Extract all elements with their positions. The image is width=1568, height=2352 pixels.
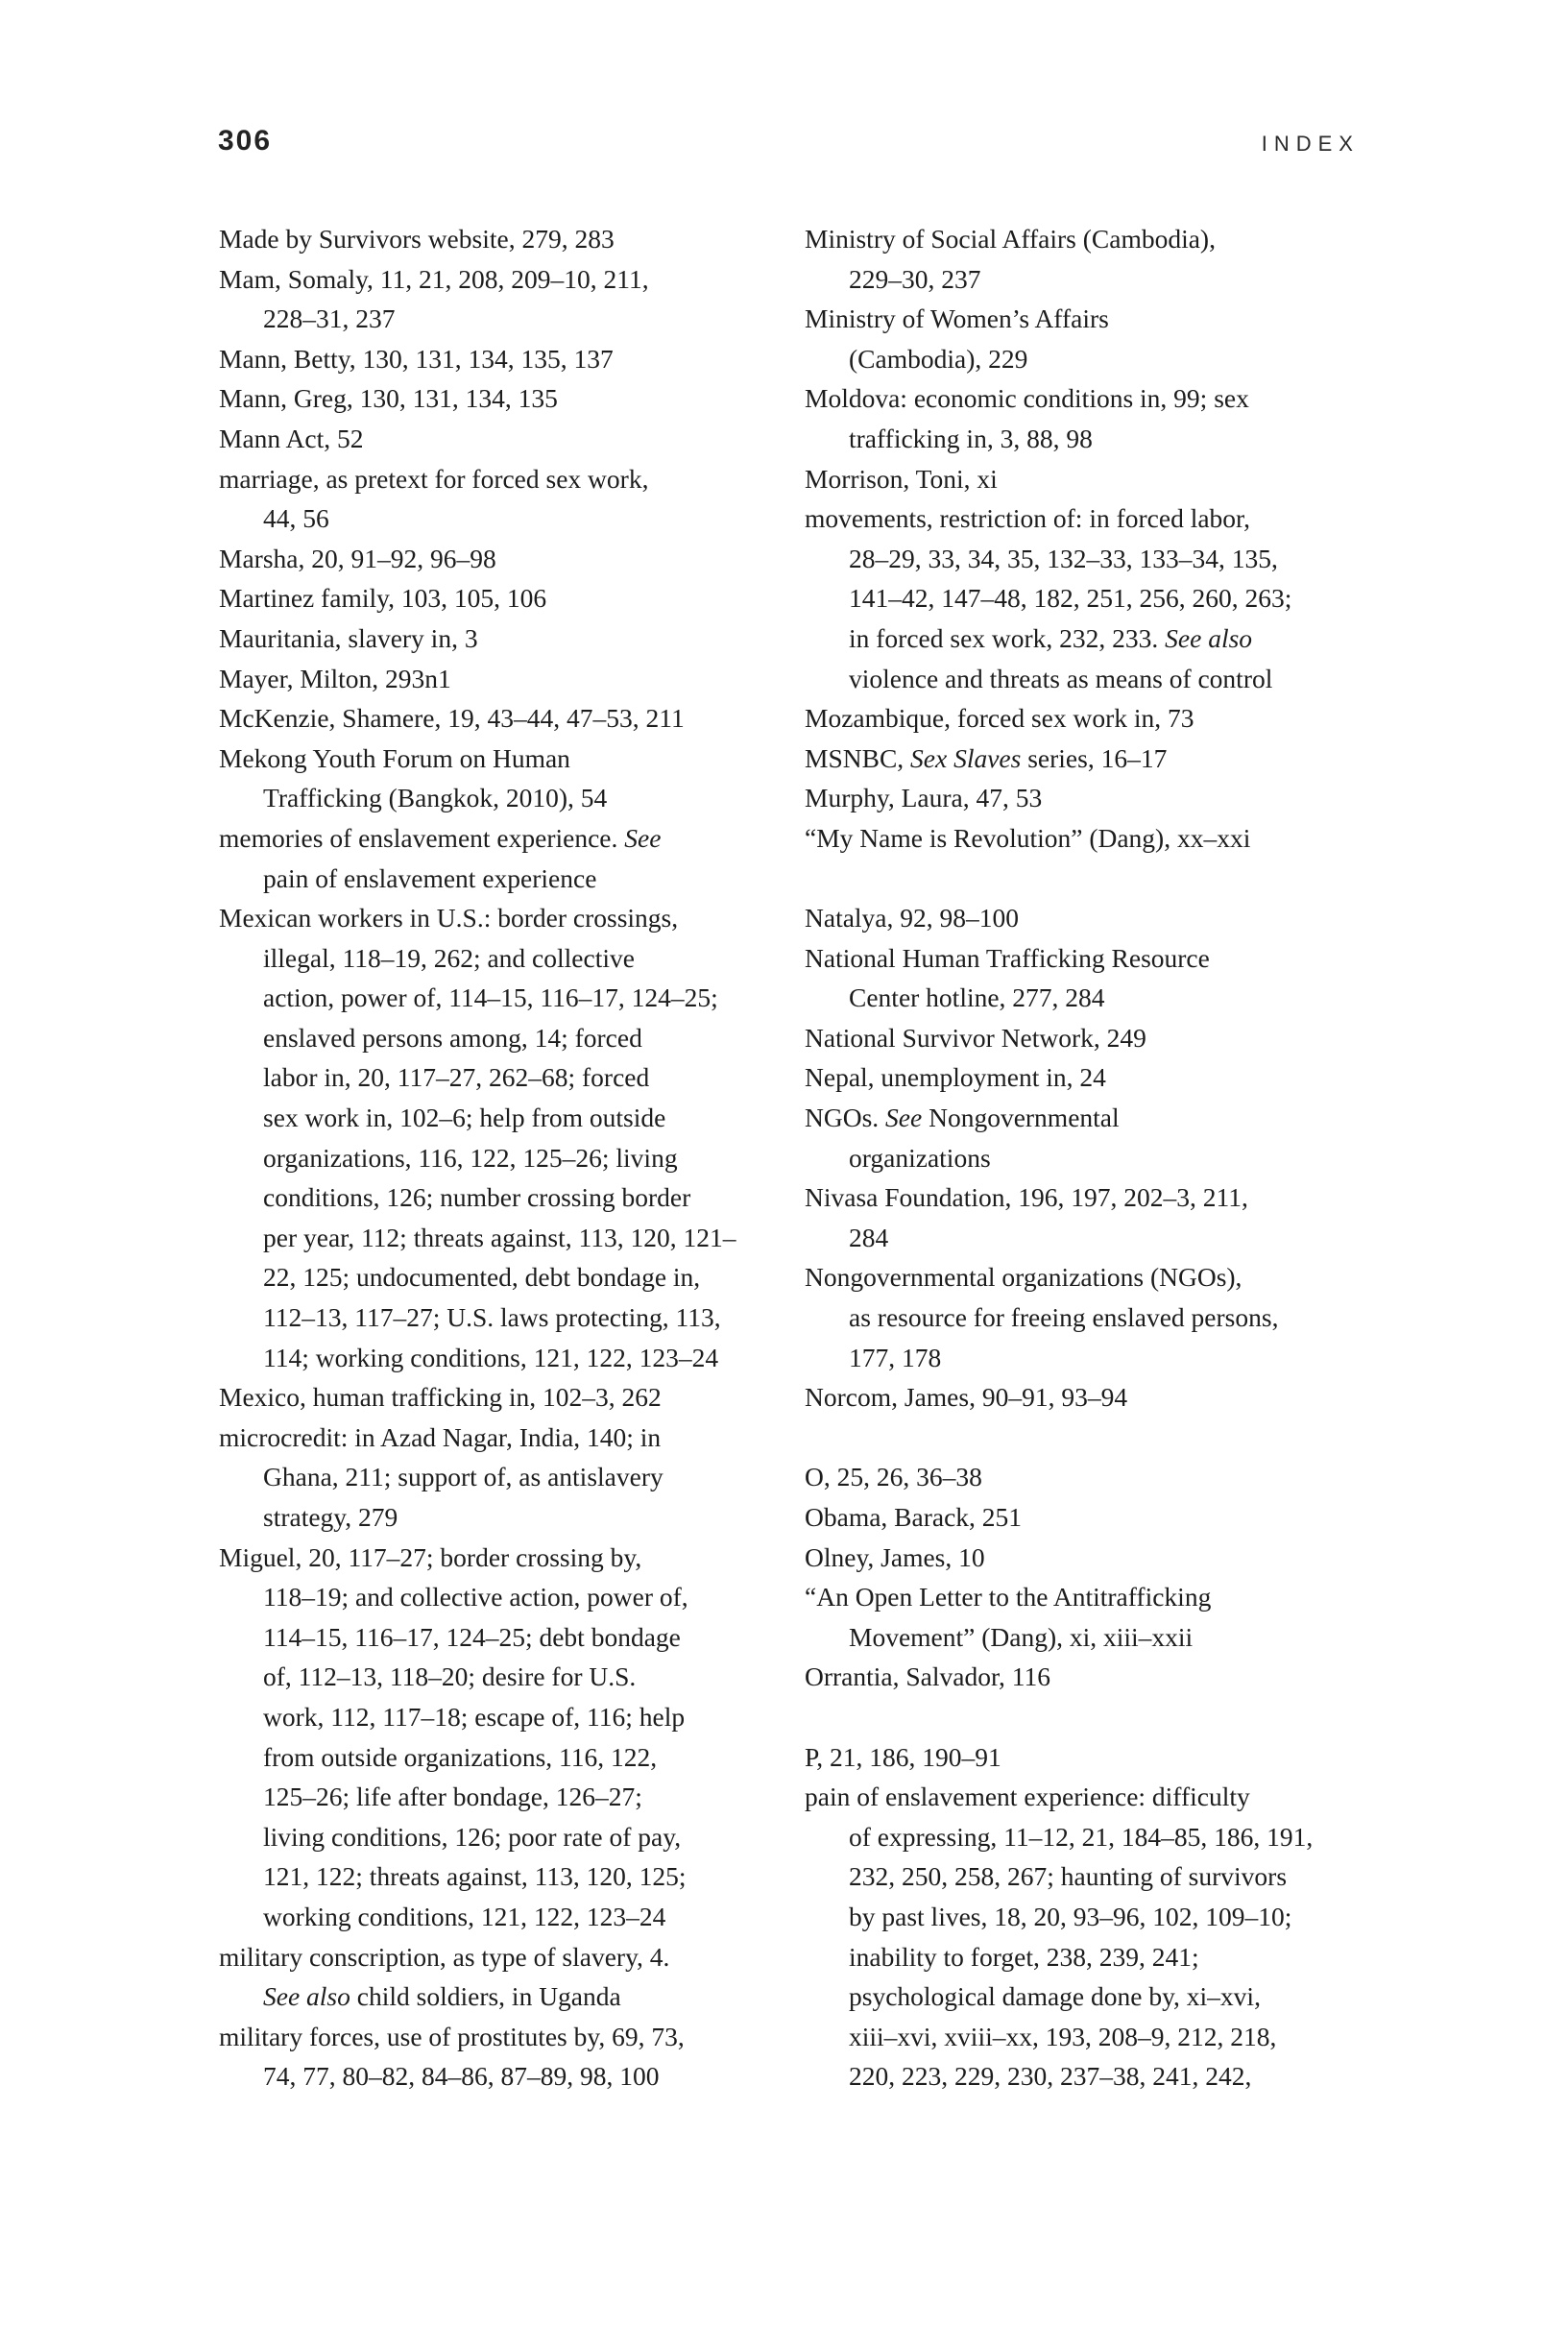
index-line: [219, 618, 795, 659]
index-line-text: 118–19; and collective action, power of,: [263, 1582, 688, 1612]
index-line-text: by past lives, 18, 20, 93–96, 102, 109–10;: [849, 1901, 1292, 1931]
index-line-text: 141–42, 147–48, 182, 251, 256, 260, 263;: [849, 583, 1292, 614]
index-line: [219, 1377, 795, 1418]
index-line-text: Mam, Somaly, 11, 21, 208, 209–10, 211,: [219, 263, 649, 294]
index-line: [219, 1338, 795, 1378]
index-line-text: 229–30, 237: [849, 263, 981, 294]
index-line-text: Nepal, unemployment in, 24: [805, 1062, 1106, 1093]
index-line-text: 22, 125; undocumented, debt bondage in,: [263, 1262, 701, 1293]
index-line: [219, 299, 795, 339]
index-line: [805, 498, 1381, 539]
index-line: [805, 818, 1381, 859]
index-line: [219, 219, 795, 259]
index-line-text: Natalya, 92, 98–100: [805, 903, 1020, 934]
index-line: [805, 259, 1381, 300]
index-blank-line: [805, 1697, 1381, 1737]
index-line: [219, 2056, 795, 2097]
index-line-text: working conditions, 121, 122, 123–24: [263, 1901, 666, 1931]
index-line-text: 177, 178: [849, 1342, 942, 1372]
index-line: [219, 698, 795, 739]
index-line-text: of expressing, 11–12, 21, 184–85, 186, 191,: [849, 1821, 1314, 1852]
index-line: [805, 1937, 1381, 1977]
index-line-text: labor in, 20, 117–27, 262–68; forced: [263, 1062, 650, 1093]
page-number: 306: [218, 125, 273, 157]
index-line-text: Center hotline, 277, 284: [849, 982, 1105, 1013]
index-line: [219, 1138, 795, 1178]
index-line: [219, 818, 795, 859]
index-line: [219, 1497, 795, 1538]
index-line: [219, 978, 795, 1018]
index-line-text: National Human Trafficking Resource: [805, 942, 1210, 973]
index-line-text: Norcom, James, 90–91, 93–94: [805, 1382, 1128, 1413]
index-line: [219, 1098, 795, 1138]
index-line: [219, 378, 795, 419]
index-line: [219, 1057, 795, 1098]
index-line: [219, 1577, 795, 1617]
index-line-text: “An Open Letter to the Antitrafficking: [805, 1582, 1212, 1612]
index-line-text: P, 21, 186, 190–91: [805, 1741, 1001, 1772]
index-line-text: violence and threats as means of control: [849, 663, 1273, 693]
index-line: [805, 1018, 1381, 1058]
index-line-text: 121, 122; threats against, 113, 120, 125;: [263, 1861, 687, 1892]
index-line: [219, 1777, 795, 1817]
index-line: [219, 898, 795, 938]
index-line: [805, 698, 1381, 739]
index-line: [805, 339, 1381, 379]
index-line-text: xiii–xvi, xviii–xx, 193, 208–9, 212, 218,: [849, 2021, 1277, 2051]
index-line-text: O, 25, 26, 36–38: [805, 1462, 982, 1492]
index-line: [805, 1138, 1381, 1178]
index-line-text: sex work in, 102–6; help from outside: [263, 1103, 666, 1133]
index-line-text: Mozambique, forced sex work in, 73: [805, 703, 1194, 734]
index-line-text: Marsha, 20, 91–92, 96–98: [219, 543, 496, 573]
index-line: [219, 259, 795, 300]
index-line-text: conditions, 126; number crossing border: [263, 1182, 691, 1213]
index-line-text: action, power of, 114–15, 116–17, 124–25;: [263, 982, 718, 1013]
index-line: [219, 2017, 795, 2057]
index-line-text: strategy, 279: [263, 1502, 398, 1532]
index-line-text: Nongovernmental organizations (NGOs),: [805, 1262, 1242, 1293]
index-line-text: military forces, use of prostitutes by, 69, 73,: [219, 2021, 685, 2051]
index-line-text: Ghana, 211; support of, as antislavery: [263, 1462, 663, 1492]
index-line-text: Olney, James, 10: [805, 1541, 985, 1572]
index-line-text: NGOs.: [805, 1103, 886, 1133]
index-line: [805, 1577, 1381, 1617]
index-line: [219, 1018, 795, 1058]
index-line-text: of, 112–13, 118–20; desire for U.S.: [263, 1661, 637, 1692]
index-line-italic-text: See: [624, 822, 662, 853]
index-line: [805, 1538, 1381, 1578]
index-line: [805, 1897, 1381, 1937]
index-line: [805, 2017, 1381, 2057]
index-line-italic-text: See: [885, 1103, 923, 1133]
index-line-text: Morrison, Toni, xi: [805, 463, 998, 494]
index-line: [219, 1976, 795, 2017]
index-line-text: from outside organizations, 116, 122,: [263, 1741, 658, 1772]
index-line: [805, 1737, 1381, 1778]
index-line-text: Mayer, Milton, 293n1: [219, 663, 451, 693]
index-line-text: per year, 112; threats against, 113, 120, 121–: [263, 1222, 736, 1252]
index-line: [219, 1937, 795, 1977]
index-line-text: MSNBC,: [805, 742, 911, 773]
index-line: [805, 1177, 1381, 1218]
index-line: [805, 1617, 1381, 1658]
index-line: [219, 1737, 795, 1778]
index-line: [805, 299, 1381, 339]
index-line: [805, 578, 1381, 618]
index-line-text: Made by Survivors website, 279, 283: [219, 224, 615, 254]
index-line-text: enslaved persons among, 14; forced: [263, 1022, 642, 1053]
index-line: [219, 859, 795, 899]
index-line: [805, 618, 1381, 659]
index-line-text: Orrantia, Salvador, 116: [805, 1661, 1050, 1692]
index-line: [805, 1377, 1381, 1418]
index-line-text: movements, restriction of: in forced labor,: [805, 503, 1250, 534]
index-line: [219, 339, 795, 379]
index-line-text: 114–15, 116–17, 124–25; debt bondage: [263, 1621, 681, 1652]
index-line: [219, 578, 795, 618]
index-line-text: Ministry of Social Affairs (Cambodia),: [805, 224, 1216, 254]
index-line: [805, 219, 1381, 259]
index-line: [219, 1418, 795, 1458]
index-line-italic-text: See also: [263, 1981, 350, 2012]
index-line-text: as resource for freeing enslaved persons,: [849, 1302, 1279, 1333]
index-line-text: Trafficking (Bangkok, 2010), 54: [263, 783, 608, 813]
index-line-text: 125–26; life after bondage, 126–27;: [263, 1782, 642, 1812]
index-line-text: National Survivor Network, 249: [805, 1022, 1146, 1053]
index-line: [219, 1257, 795, 1297]
index-line: [805, 1497, 1381, 1538]
index-line-text: Nivasa Foundation, 196, 197, 202–3, 211,: [805, 1182, 1248, 1213]
index-line-text: Moldova: economic conditions in, 99; sex: [805, 383, 1249, 414]
index-line: [805, 419, 1381, 459]
index-line: [219, 1897, 795, 1937]
index-line-text: “My Name is Revolution” (Dang), xx–xxi: [805, 822, 1251, 853]
index-line-text: 44, 56: [263, 503, 329, 534]
index-line-text: Martinez family, 103, 105, 106: [219, 583, 547, 614]
index-line-text: 114; working conditions, 121, 122, 123–24: [263, 1342, 719, 1372]
index-line-text: memories of enslavement experience.: [219, 822, 625, 853]
index-line-text: Movement” (Dang), xi, xiii–xxii: [849, 1621, 1194, 1652]
index-line-text: in forced sex work, 232, 233.: [849, 622, 1166, 653]
index-line-text: microcredit: in Azad Nagar, India, 140; in: [219, 1421, 662, 1452]
index-line-text: series, 16–17: [1021, 742, 1168, 773]
index-line: [219, 459, 795, 499]
index-line-text: inability to forget, 238, 239, 241;: [849, 1941, 1199, 1972]
index-line: [805, 898, 1381, 938]
index-line: [805, 659, 1381, 699]
index-line-text: organizations: [849, 1142, 991, 1173]
index-line-text: Mann, Greg, 130, 131, 134, 135: [219, 383, 558, 414]
index-line: [219, 938, 795, 979]
index-line: [219, 1856, 795, 1897]
index-line-text: organizations, 116, 122, 125–26; living: [263, 1142, 678, 1173]
index-line: [219, 1697, 795, 1737]
index-line-text: Mexico, human trafficking in, 102–3, 262: [219, 1382, 662, 1413]
index-line: [805, 539, 1381, 579]
index-line-text: Mekong Youth Forum on Human: [219, 742, 570, 773]
index-column-left: [219, 219, 795, 2097]
index-line-text: work, 112, 117–18; escape of, 116; help: [263, 1701, 686, 1732]
index-line: [805, 1057, 1381, 1098]
index-line-text: Miguel, 20, 117–27; border crossing by,: [219, 1541, 642, 1572]
index-line-italic-text: Sex Slaves: [910, 742, 1022, 773]
index-line: [805, 1257, 1381, 1297]
index-line-text: Nongovernmental: [922, 1103, 1120, 1133]
index-blank-line: [805, 1418, 1381, 1458]
index-line-text: McKenzie, Shamere, 19, 43–44, 47–53, 211: [219, 703, 685, 734]
index-line: [805, 938, 1381, 979]
index-line: [805, 1657, 1381, 1697]
index-line-text: military conscription, as type of slavery, 4.: [219, 1941, 670, 1972]
index-line-text: 220, 223, 229, 230, 237–38, 241, 242,: [849, 2061, 1252, 2092]
index-line-text: Mann Act, 52: [219, 423, 364, 453]
index-line: [219, 739, 795, 779]
index-line-text: illegal, 118–19, 262; and collective: [263, 942, 635, 973]
index-line: [219, 419, 795, 459]
index-line: [805, 1297, 1381, 1338]
index-line: [805, 1457, 1381, 1497]
index-line: [219, 1218, 795, 1258]
index-line-text: 112–13, 117–27; U.S. laws protecting, 113,: [263, 1302, 721, 1333]
index-line: [219, 1177, 795, 1218]
index-line: [219, 1297, 795, 1338]
index-line-text: Mexican workers in U.S.: border crossings,: [219, 903, 679, 934]
index-line-text: 228–31, 237: [263, 303, 396, 334]
running-header: INDEX: [1261, 132, 1360, 156]
index-line: [805, 778, 1381, 818]
index-line: [805, 1817, 1381, 1857]
index-line-text: child soldiers, in Uganda: [350, 1981, 621, 2012]
index-line: [219, 539, 795, 579]
index-column-right: [805, 219, 1381, 2097]
index-line-text: Obama, Barack, 251: [805, 1502, 1023, 1532]
index-line: [219, 498, 795, 539]
index-line-text: pain of enslavement experience: [263, 862, 597, 893]
index-line: [219, 778, 795, 818]
index-line-text: trafficking in, 3, 88, 98: [849, 423, 1093, 453]
index-line: [805, 1856, 1381, 1897]
index-line: [219, 1617, 795, 1658]
index-line: [805, 1338, 1381, 1378]
index-line: [219, 1538, 795, 1578]
index-line-text: Ministry of Women’s Affairs: [805, 303, 1109, 334]
index-line-text: 28–29, 33, 34, 35, 132–33, 133–34, 135,: [849, 543, 1278, 573]
index-line: [805, 1218, 1381, 1258]
index-line-text: 74, 77, 80–82, 84–86, 87–89, 98, 100: [263, 2061, 660, 2092]
index-line: [805, 1098, 1381, 1138]
index-line-text: Mann, Betty, 130, 131, 134, 135, 137: [219, 343, 614, 374]
index-line: [219, 1817, 795, 1857]
index-line-text: Murphy, Laura, 47, 53: [805, 783, 1043, 813]
index-line-text: marriage, as pretext for forced sex work,: [219, 463, 649, 494]
index-line-text: psychological damage done by, xi–xvi,: [849, 1981, 1261, 2012]
index-line: [805, 1976, 1381, 2017]
index-line: [805, 378, 1381, 419]
index-line: [219, 1457, 795, 1497]
index-line-italic-text: See also: [1165, 622, 1253, 653]
index-line-text: 232, 250, 258, 267; haunting of survivors: [849, 1861, 1288, 1892]
index-line-text: 284: [849, 1222, 889, 1252]
index-line: [219, 659, 795, 699]
index-line: [805, 978, 1381, 1018]
index-line: [805, 1777, 1381, 1817]
index-line-text: (Cambodia), 229: [849, 343, 1028, 374]
index-line-text: pain of enslavement experience: difficulty: [805, 1782, 1250, 1812]
index-line: [805, 459, 1381, 499]
index-line: [805, 2056, 1381, 2097]
index-line-text: Mauritania, slavery in, 3: [219, 622, 478, 653]
index-blank-line: [805, 859, 1381, 899]
index-line: [805, 739, 1381, 779]
index-line-text: living conditions, 126; poor rate of pay,: [263, 1821, 682, 1852]
index-line: [219, 1657, 795, 1697]
